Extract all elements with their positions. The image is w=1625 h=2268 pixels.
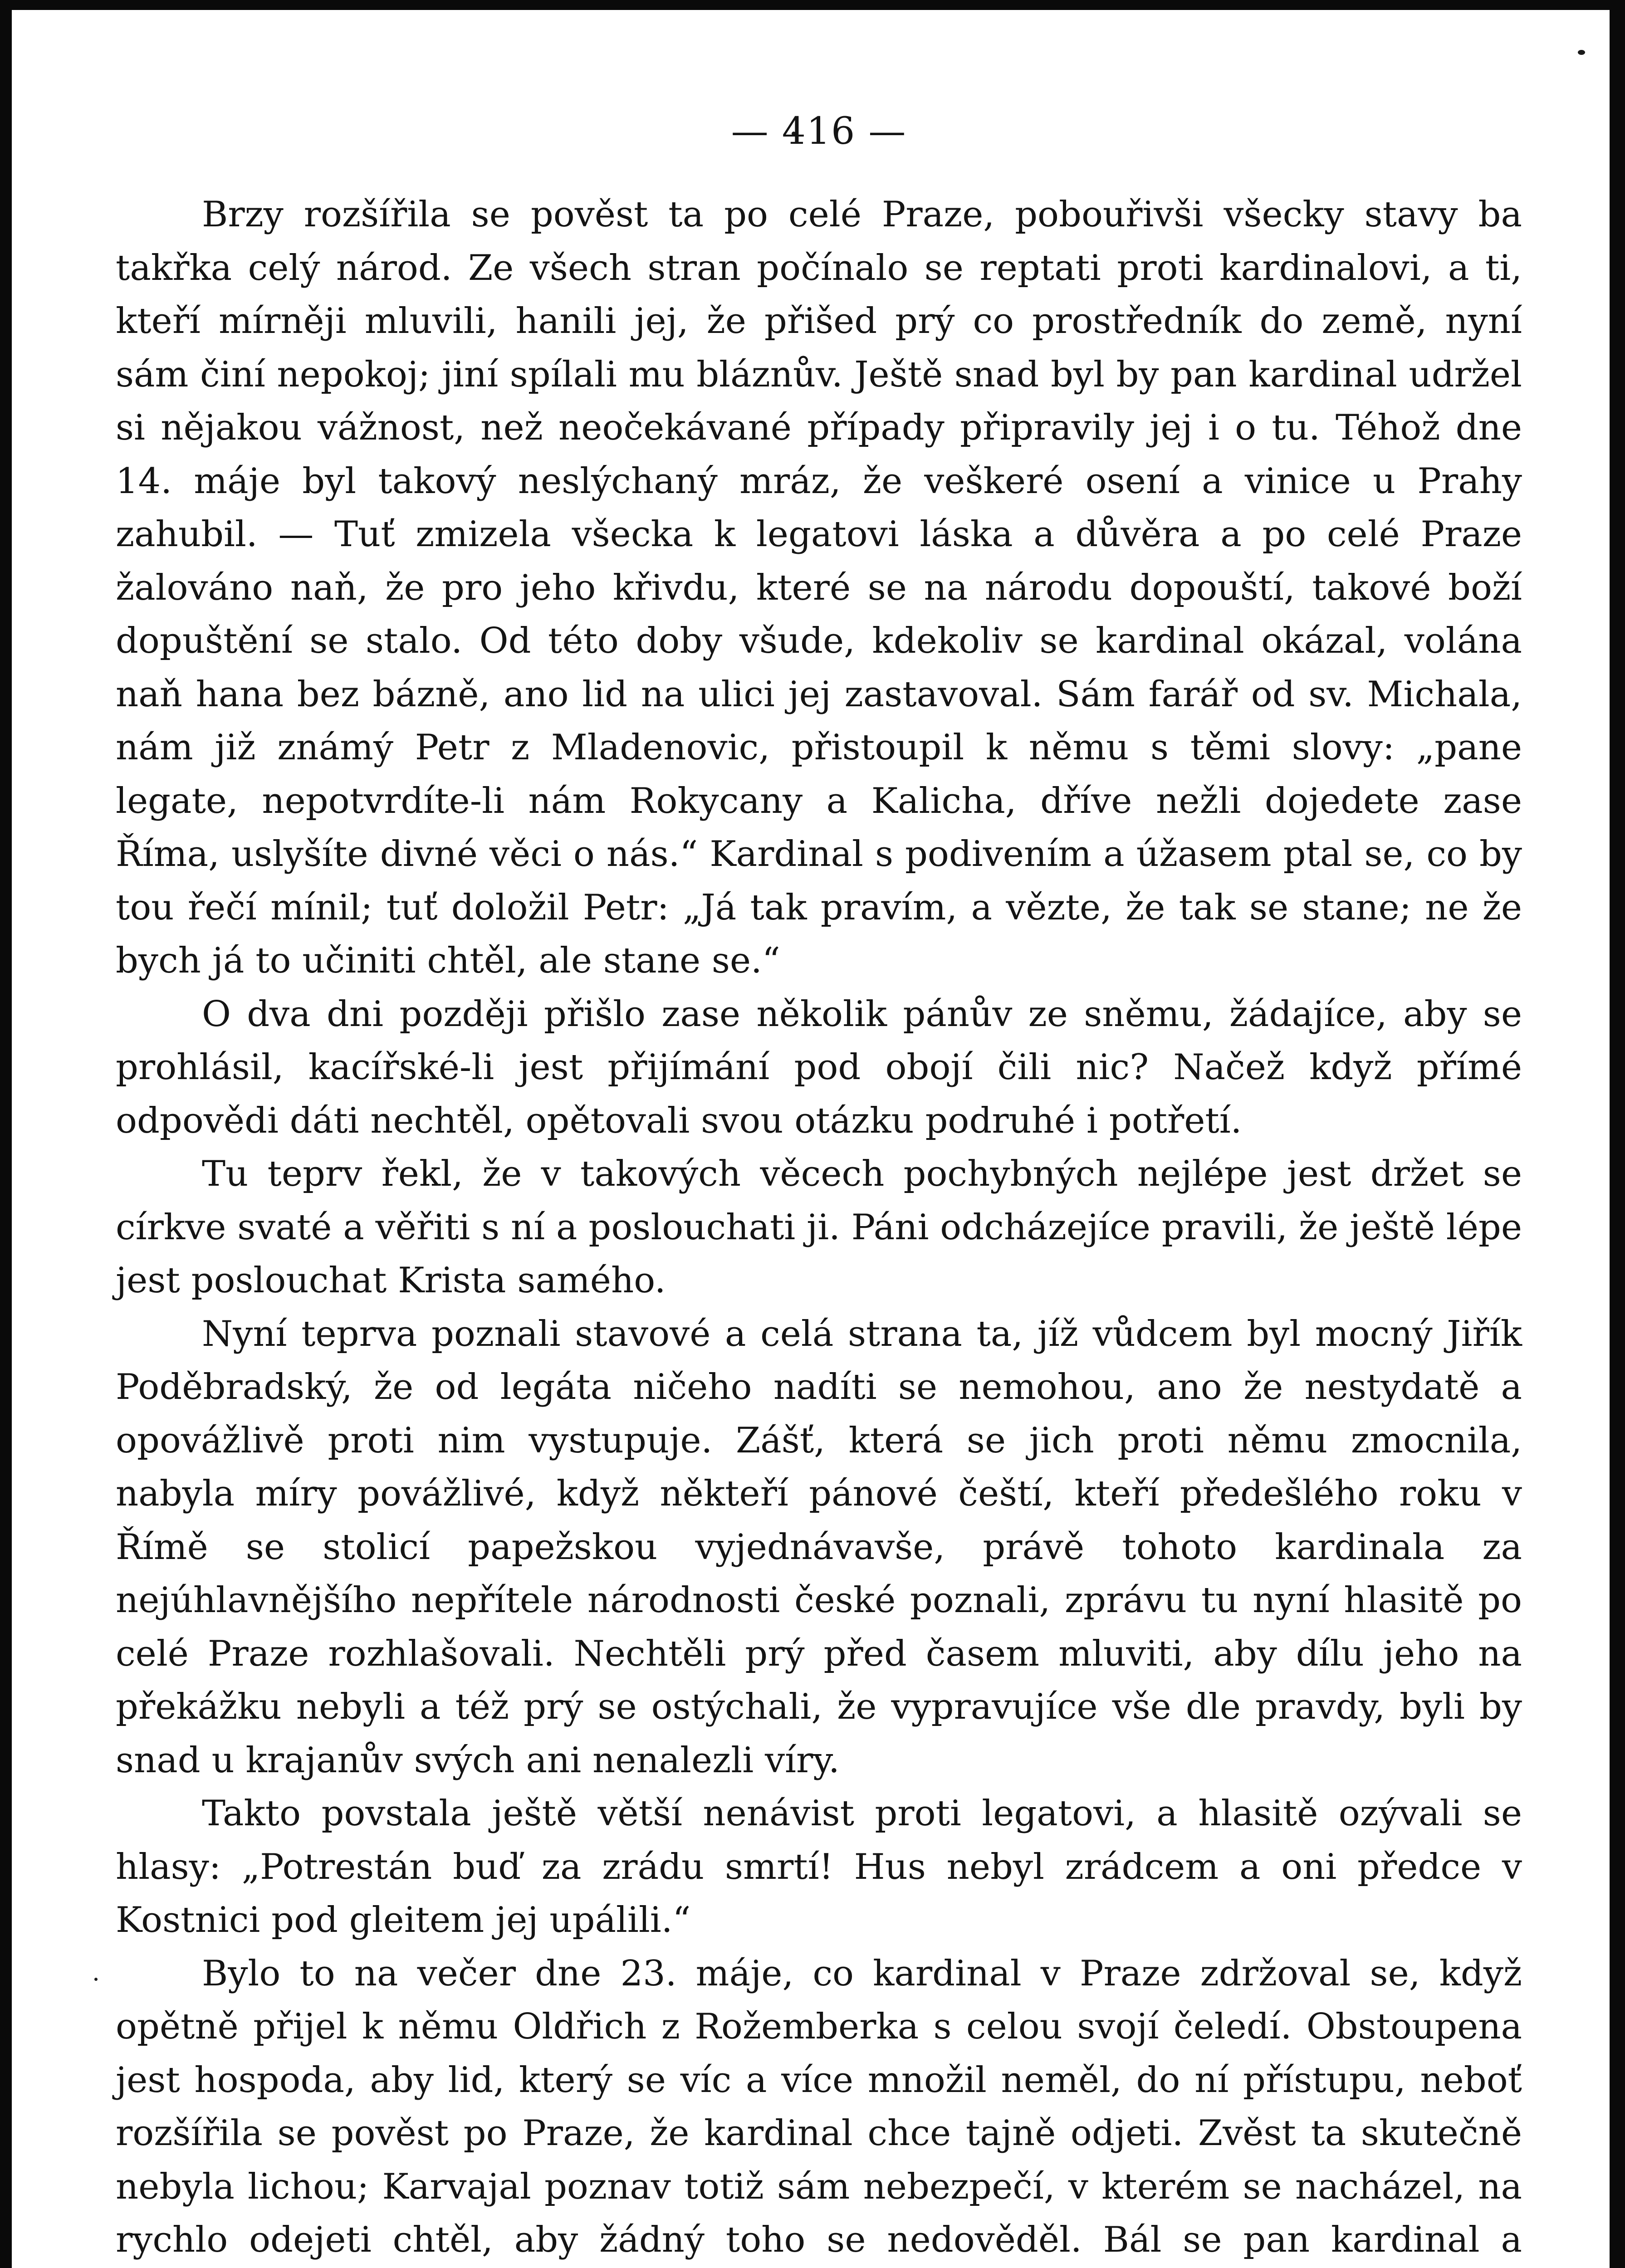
paragraph: O dva dni později přišlo zase několik pánův ze sněmu, žádajíce, aby se prohlásil, kacířské-li jest přijímání pod obojí čili nic? Načež když přímé odpovědi dáti nechtěl, opětovali svou otázku podruhé i potřetí. (116, 993, 1522, 1141)
paragraph: Nyní teprva poznali stavové a celá strana ta, jíž vůdcem byl mocný Jiřík Poděbradský, že od legáta ničeho nadíti se nemohou, ano že nestydatě a opovážlivě proti nim vystupuje. Zášť, která se jich proti němu zmocnila, nabyla míry povážlivé, když někteří pánové čeští, kteří předešlého roku v Římě se stolicí papežskou vyjednávavše, právě tohoto kardinala za nejúhlavnějšího nepřítele národnosti české poznali, zprávu tu nyní hlasitě po celé Praze rozhlašovali. Nechtěli prý před časem mluviti, aby dílu jeho na překážku nebyli a též prý se ostýchali, že vypravujíce vše dle pravdy, byli by snad u krajanův svých ani nenalezli víry. (116, 1313, 1522, 1781)
paragraph: Bylo to na večer dne 23. máje, co kardinal v Praze zdržoval se, když opětně přijel k němu Oldřich z Rožemberka s celou svojí čeledí. Obstoupena jest hospoda, aby lid, který se víc a více množil neměl, do ní přístupu, neboť rozšířila se pověst po Praze, že kardinal chce tajně odjeti. Zvěst ta skutečně nebyla lichou; Karvajal poznav totiž sám nebezpečí, v kterém se nacházel, na rychlo odejeti chtěl, aby žádný toho se nedověděl. Bál se pan kardinal a (116, 1953, 1522, 2260)
paragraph: Tu teprv řekl, že v takových věcech pochybných nejlépe jest držet se církve svaté a věřiti s ní a poslouchati ji. Páni odcházejíce pravili, že ještě lépe jest poslouchat Krista samého. (116, 1154, 1522, 1301)
book-page (116, 109, 1522, 2268)
scan-speck (94, 1978, 98, 1981)
paragraph: Brzy rozšířila se pověst ta po celé Praze, pobouřivši všecky stavy ba takřka celý národ. Ze všech stran počínalo se reptati proti kardinalovi, a ti, kteří mírněji mluvili, hanili jej, že přišed prý co prostředník do země, nyní sám činí nepokoj; jiní spílali mu bláznův. Ještě snad byl by pan kardinal udržel si nějakou vážnost, než neočekávané případy připravily jej i o tu. Téhož dne 14. máje byl takový neslýchaný mráz, že veškeré osení a vinice u Prahy zahubil. — Tuť zmizela všecka k legatovi láska a důvěra a po celé Praze žalováno naň, že pro jeho křivdu, které se na národu dopouští, takové boží dopuštění se stalo. Od této doby všude, kdekoliv se kardinal okázal, volána naň hana bez bázně, ano lid na ulici jej zastavoval. Sám farář od sv. Michala, nám již známý Petr z Mladenovic, přistoupil k němu s těmi slovy: „pane legate, nepotvrdíte-li nám Rokycany a Kalicha, dříve nežli dojedete zase Říma, uslyšíte divné věci o nás.“ Kardinal s podivením a úžasem ptal se, co by tou řečí mínil; tuť doložil Petr: „Já tak pravím, a vězte, že tak se stane; ne že bych já to učiniti chtěl, ale stane se.“ (116, 194, 1522, 981)
scan-speck (1578, 50, 1585, 55)
page-number: — 416 — (731, 110, 907, 153)
paragraph: Takto povstala ještě větší nenávist proti legatovi, a hlasitě ozývali se hlasy: „Potrestán buď za zrádu smrtí! Hus nebyl zrádcem a oni předce v Kostnici pod gleitem jej upálili.“ (116, 1793, 1522, 1941)
body-text (116, 188, 1522, 2268)
